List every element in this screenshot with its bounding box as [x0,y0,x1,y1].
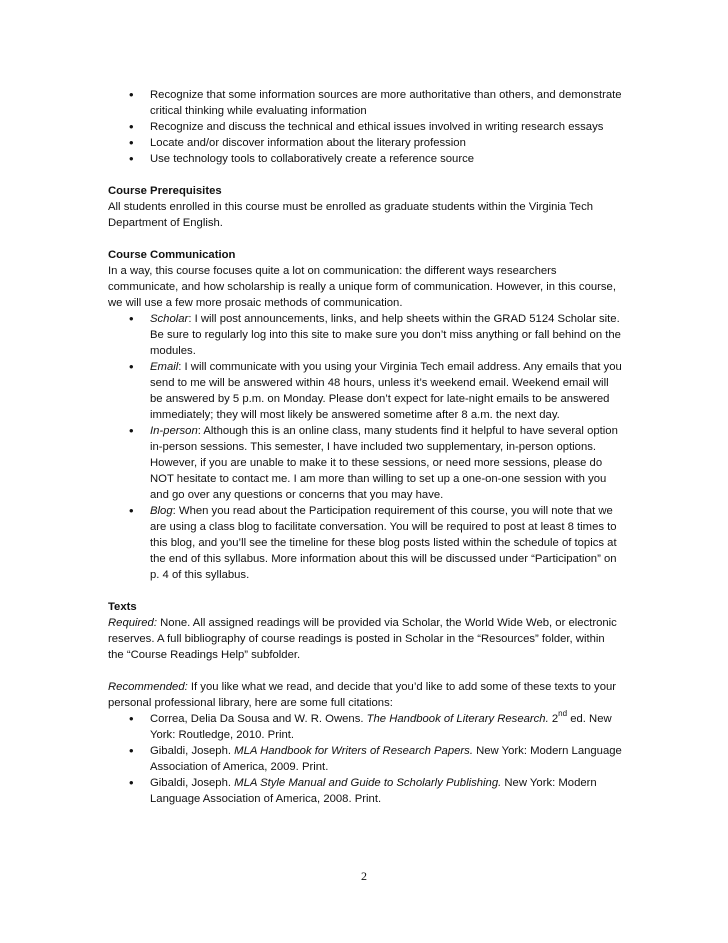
item-text: : I will communicate with you using your Virginia Tech email address. Any emails that you send to me will be answered within 48 hours, unless it’s weekend email. Weekend email will be answered by 5 p.m. on Monday. Please don’t expect for late-night emails to be answered immediately; they will most likely be answered sometime after 8 a.m. the next day. [150,361,622,421]
item-label: Blog [150,505,173,517]
item-label: Scholar [150,313,189,325]
list-item: • Locate and/or discover information about the literary profession [108,135,623,151]
communication-intro: In a way, this course focuses quite a lot on communication: the different ways researchers communicate, and how scholarship is really a unique form of communication. However, in this course, we will use a few more prosaic methods of communication. [108,265,616,309]
communication-list [108,311,623,583]
prerequisites-heading: Course Prerequisites [108,185,222,197]
book-title: MLA Style Manual and Guide to Scholarly Publishing. [234,777,502,789]
citation-item: • Correa, Delia Da Sousa and W. R. Owens. The Handbook of Literary Research. 2nd ed. New York: Routledge, 2010. Print. [108,711,623,743]
page-content [108,87,623,807]
communication-heading: Course Communication [108,249,236,261]
objectives-list [108,87,623,167]
required-text: None. All assigned readings will be provided via Scholar, the World Wide Web, or electronic reserves. A full bibliography of course readings is posted in Scholar in the “Resources” folder, within the “Course Readings Help” subfolder. [108,617,617,661]
item-text: : Although this is an online class, many students find it helpful to have several option in-person sessions. This semester, I have included two supplementary, in-person options. However, if you are unable to make it to these sessions, or need more sessions, please do NOT hesitate to contact me. I am more than willing to set up a one-on-one session with you and go over any questions or concerns that you may have. [150,425,618,501]
citation-item: • Gibaldi, Joseph. MLA Style Manual and Guide to Scholarly Publishing. New York: Modern Language Association of America, 2008. Print. [108,775,623,807]
recommended-paragraph [108,679,623,711]
list-item [108,311,623,359]
item-label: Email [150,361,179,373]
required-paragraph [108,615,623,663]
item-label: In-person [150,425,198,437]
list-item: • Recognize and discuss the technical and ethical issues involved in writing research essays [108,119,623,135]
page-number: 2 [361,869,367,883]
item-text: : When you read about the Participation requirement of this course, you will note that we are using a class blog to facilitate conversation. You will be required to post at least 8 times to this blog, and you’ll see the timeline for these blog posts listed within the schedule of topics at the end of this syllabus. More information about this will be discussed under “Participation” on p. 4 of this syllabus. [150,505,617,581]
prerequisites-text: All students enrolled in this course must be enrolled as graduate students within the Virginia Tech Department of English. [108,201,594,229]
list-item [108,423,623,503]
list-item: • Recognize that some information sources are more authoritative than others, and demonstrate critical thinking while evaluating information [108,87,623,119]
list-item: • Use technology tools to collaboratively create a reference source [108,151,623,167]
book-title: MLA Handbook for Writers of Research Papers. [234,745,473,757]
list-item [108,359,623,423]
list-item [108,503,623,583]
citation-item: • Gibaldi, Joseph. MLA Handbook for Writers of Research Papers. New York: Modern Language Association of America, 2009. Print. [108,743,623,775]
item-text: : I will post announcements, links, and help sheets within the GRAD 5124 Scholar site. Be sure to regularly log into this site to make sure you don’t miss anything or fall behind on the modules. [150,313,621,357]
required-label: Required: [108,617,157,629]
texts-heading: Texts [108,601,137,613]
recommended-label: Recommended: [108,681,188,693]
recommended-text: If you like what we read, and decide that you’d like to add some of these texts to your personal professional library, here are some full citations: [108,681,617,709]
book-title: The Handbook of Literary Research. [366,713,549,725]
citations-list [108,711,623,807]
